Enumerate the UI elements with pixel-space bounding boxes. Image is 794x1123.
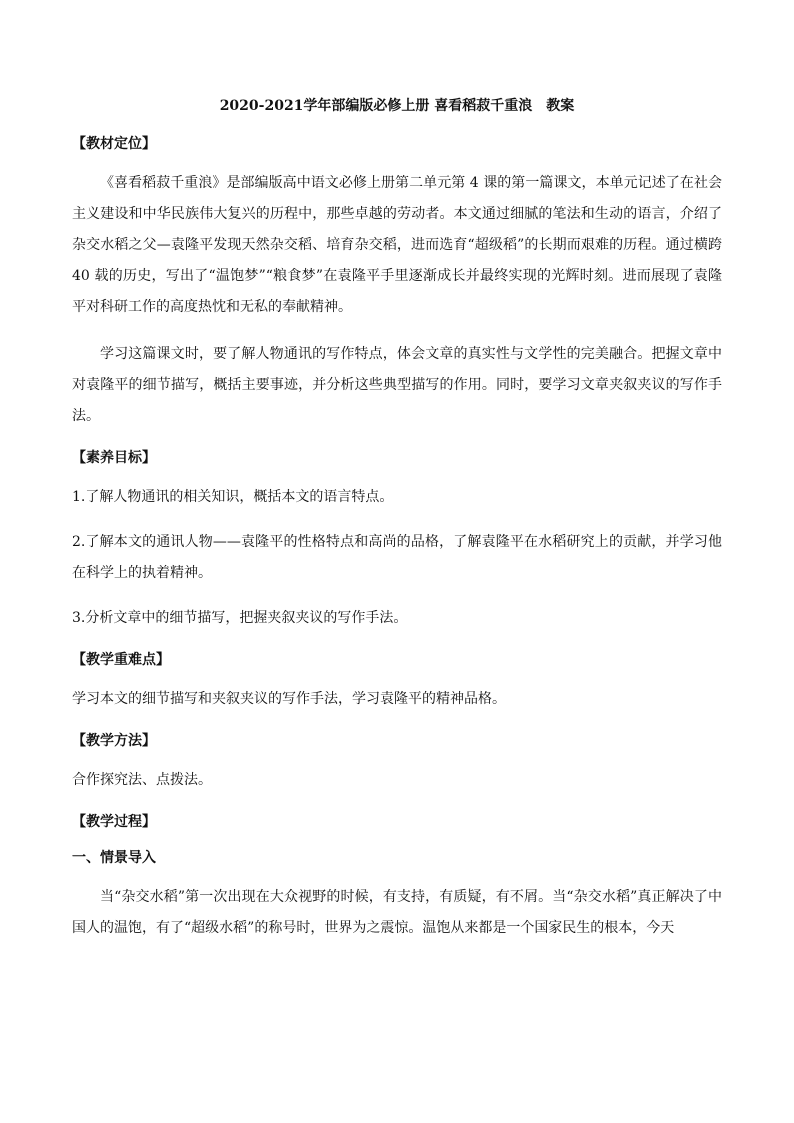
subsection-heading-intro: 一、情景导入 <box>72 850 156 866</box>
positioning-paragraph-2: 学习这篇课文时，要了解人物通讯的写作特点，体会文章的真实性与文学性的完美融合。把握文章中对袁隆平的细节描写，概括主要事迹，并分析这些典型描写的作用。同时，要学习文章夹叙夹议的写作手法。 <box>72 346 722 424</box>
section-heading-key-points: 【教学重难点】 <box>72 652 170 668</box>
key-points-text: 学习本文的细节描写和夹叙夹议的写作手法，学习袁隆平的精神品格。 <box>72 691 506 707</box>
goal-item-2: 2.了解本文的通讯人物——袁隆平的性格特点和高尚的品格，了解袁隆平在水稻研究上的贡献，并学习他在科学上的执着精神。 <box>72 534 722 581</box>
document-title: 2020-2021学年部编版必修上册 喜看稻菽千重浪 教案 <box>219 98 575 114</box>
intro-paragraph: 当“杂交水稻”第一次出现在大众视野的时候，有支持，有质疑，有不屑。当“杂交水稻”真正解决了中国人的温饱，有了“超级水稻”的称号时，世界为之震惊。温饱从来都是一个国家民生的根本，今天 <box>72 889 722 936</box>
positioning-paragraph-1: 《喜看稻菽千重浪》是部编版高中语文必修上册第二单元第 4 课的第一篇课文，本单元记述了在社会主义建设和中华民族伟大复兴的历程中，那些卓越的劳动者。本文通过细腻的笔法和生动的语言，介绍了杂交水稻之父—袁隆平发现天然杂交稻、培育杂交稻，进而选育“超级稻”的长期而艰难的历程。通过横跨 40 载的历史，写出了“温饱梦”“粮食梦”在袁隆平手里逐渐成长并最终实现的光辉时刻。进而展现了袁隆平对科研工作的高度热忱和无私的奉献精神。 <box>72 175 722 315</box>
methods-text: 合作探究法、点拨法。 <box>72 772 212 788</box>
section-heading-positioning: 【教材定位】 <box>72 136 156 152</box>
goal-item-3: 3.分析文章中的细节描写，把握夹叙夹议的写作手法。 <box>72 610 408 626</box>
section-heading-goals: 【素养目标】 <box>72 450 156 466</box>
section-heading-process: 【教学过程】 <box>72 814 156 830</box>
goal-item-1: 1.了解人物通讯的相关知识，概括本文的语言特点。 <box>72 489 394 505</box>
document-page <box>72 96 722 944</box>
section-heading-methods: 【教学方法】 <box>72 733 156 749</box>
